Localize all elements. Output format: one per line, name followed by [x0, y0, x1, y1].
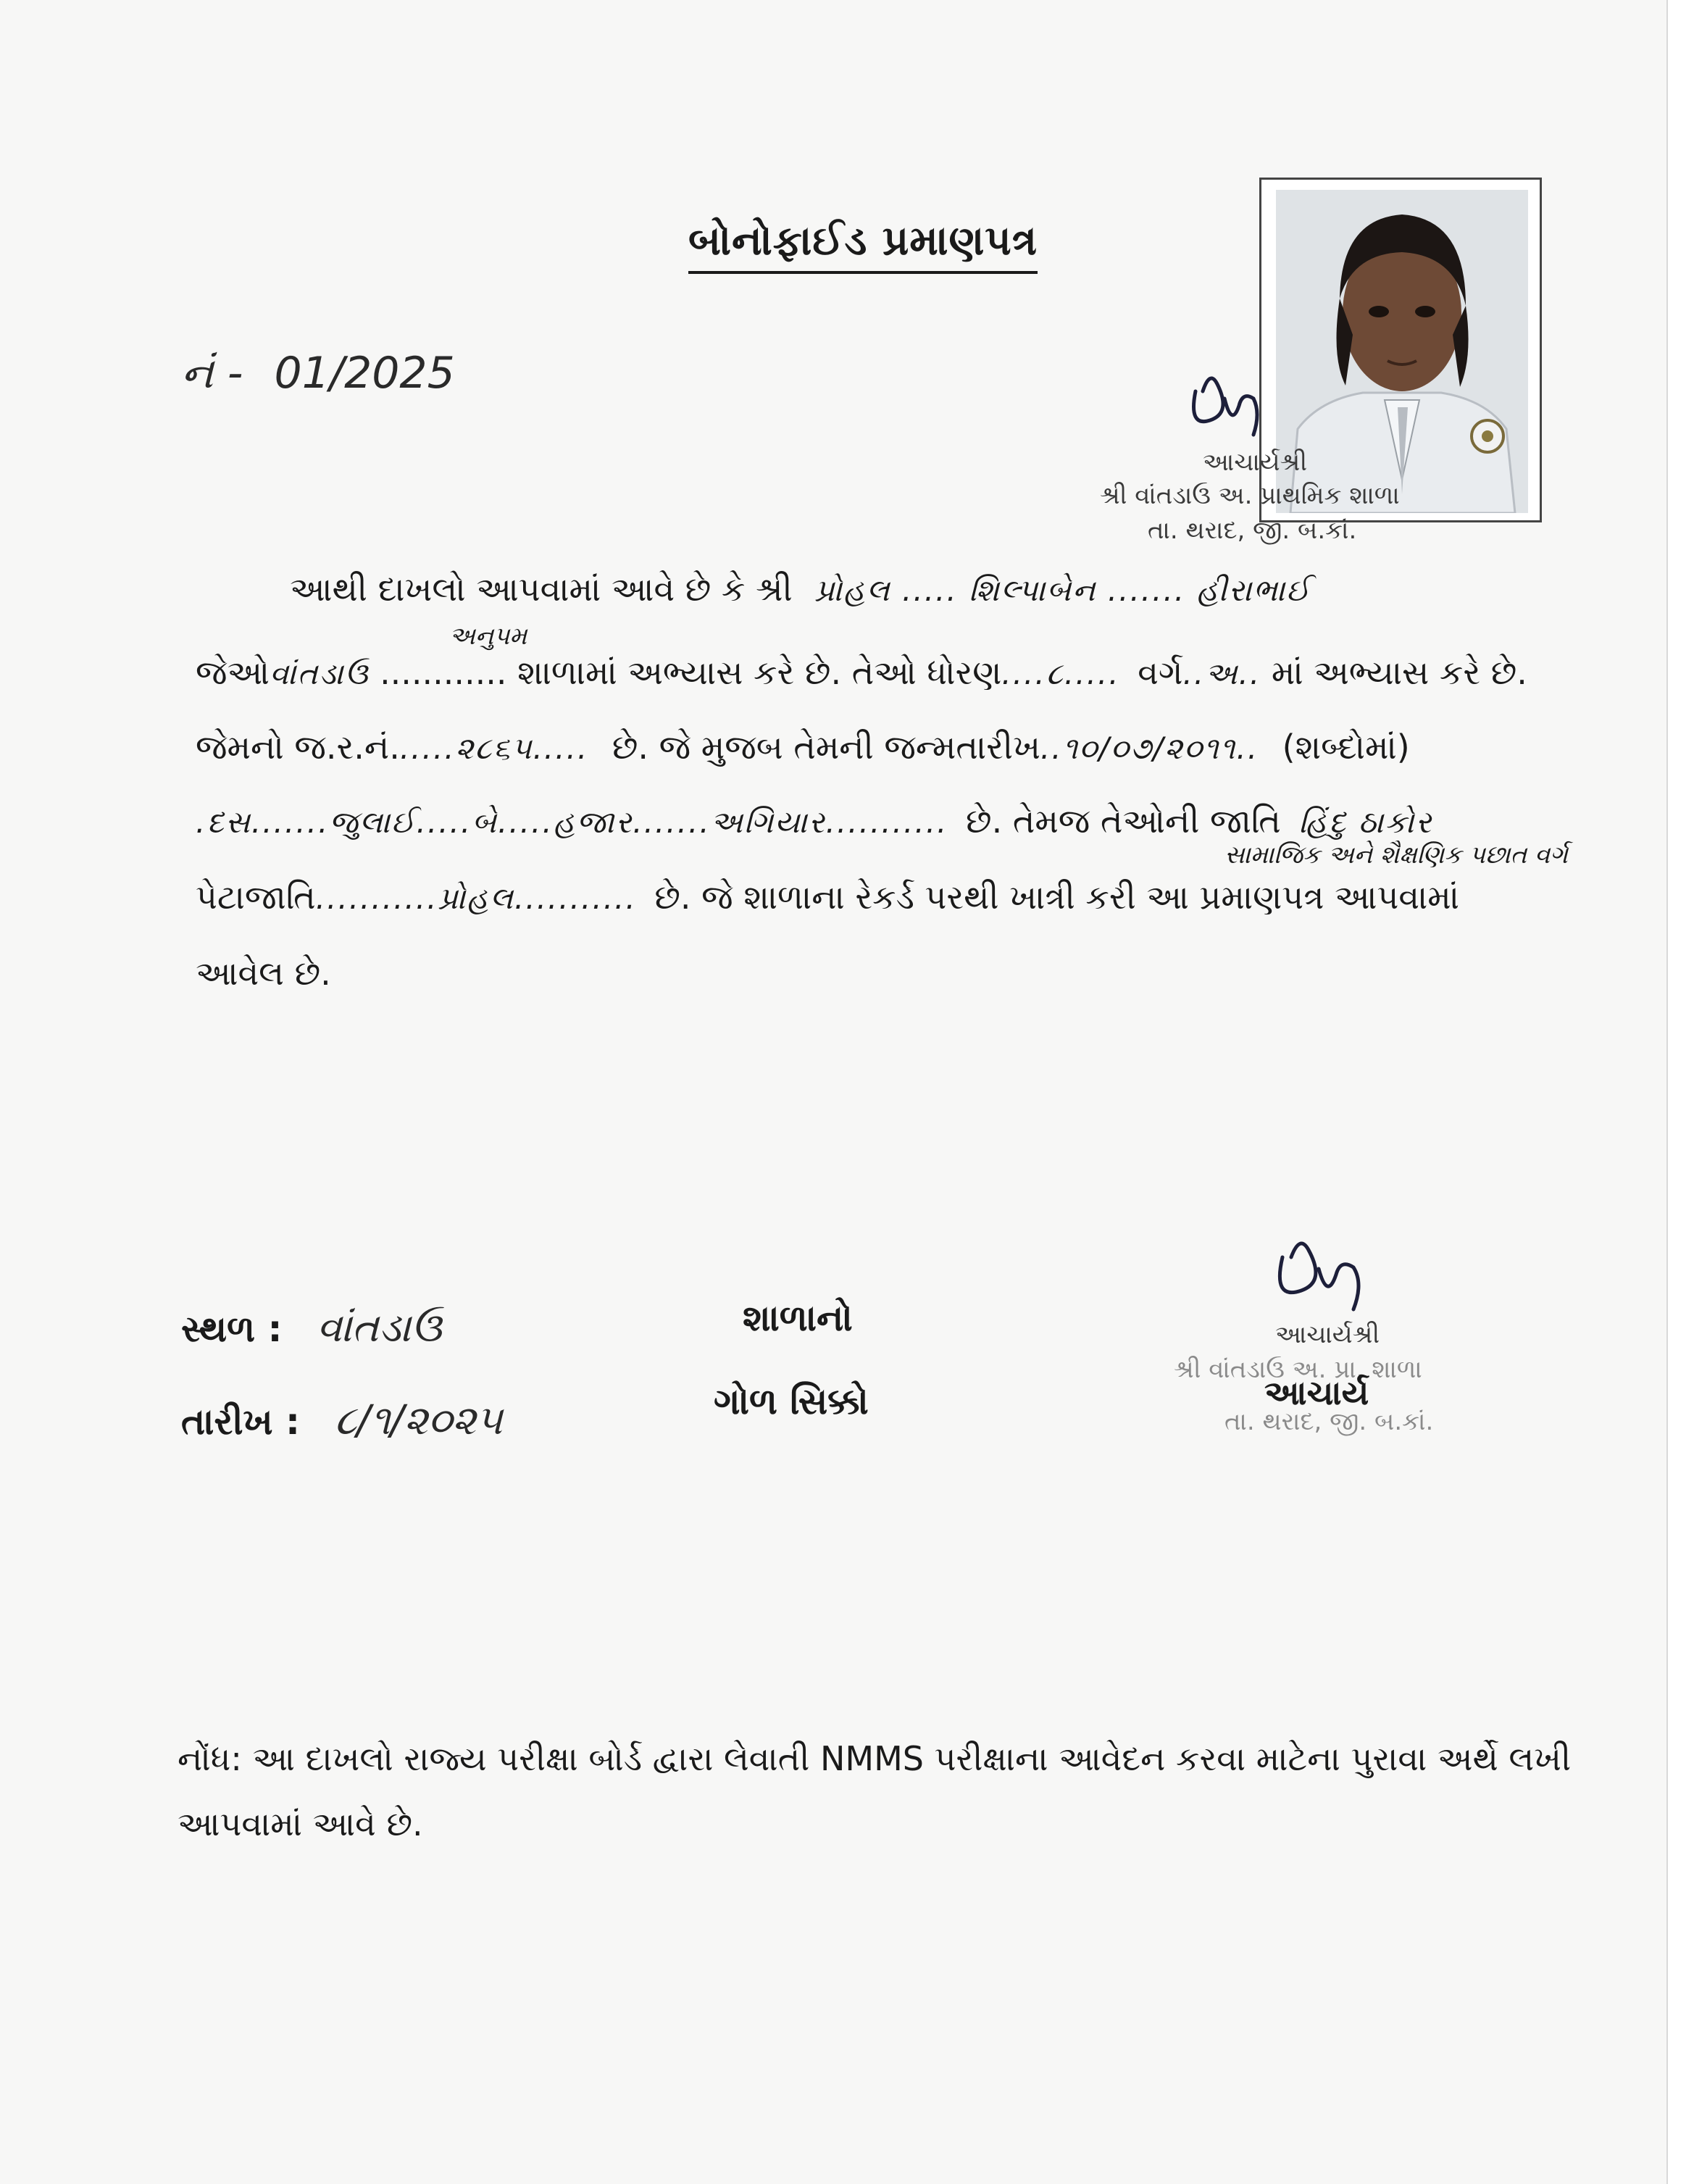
date-value: ૮/૧/૨૦૨૫	[334, 1397, 503, 1444]
school-name-above: અનુપમ	[449, 622, 527, 651]
body-line-3	[196, 728, 1410, 767]
body-line-6: આવેલ છે.	[196, 954, 331, 993]
caste-value: હિંદુ ઠાકોર	[1298, 804, 1433, 840]
date-row	[181, 1397, 503, 1445]
student-portrait	[1276, 190, 1528, 513]
date-label: તારીખ :	[181, 1401, 301, 1443]
bottom-stamp-line3: તા. થરાદ, જી. બ.કાં.	[1224, 1407, 1434, 1436]
note-line-2: આપવામાં આવે છે.	[178, 1804, 423, 1843]
photo-image	[1276, 190, 1528, 513]
line2-post: માં અભ્યાસ કરે છે.	[1271, 653, 1527, 692]
line4-mid: છે. તેમજ તેઓની જાતિ	[966, 801, 1281, 841]
body-line-2	[196, 653, 1527, 692]
student-name: પ્રોહલ ..... શિલ્પાબેન ....... હીરાભાઈ	[814, 572, 1311, 608]
birth-date-words: .દસ.......જુલાઈ.....બે.....હજાર.......અગિયાર...........	[196, 804, 948, 840]
line2-text: જેઓ	[196, 653, 270, 692]
body-line-1	[290, 570, 1311, 609]
place-label: સ્થળ :	[181, 1308, 283, 1350]
top-stamp-line2: શ્રી વાંતડાઉ અ. પ્રાથમિક શાળા	[1100, 481, 1400, 510]
body-line-4	[196, 801, 1433, 841]
line2-mid2: વર્ગ	[1138, 653, 1183, 692]
cert-no-label: નં -	[181, 348, 243, 399]
document-title: બોનોફાઈડ પ્રમાણપત્ર	[688, 217, 1038, 274]
standard-value: ....૮.....	[1001, 656, 1120, 691]
gr-number: .....૨૮૬૫.....	[399, 730, 589, 766]
seal-line-1: શાળાનો	[743, 1297, 853, 1339]
line3-post: (શબ્દોમાં)	[1282, 728, 1410, 767]
line1-text: આથી દાખલો આપવામાં આવે છે કે શ્રી	[290, 570, 793, 609]
line5-text: પેટાજાતિ	[196, 878, 316, 917]
top-stamp-line3: તા. થરાદ, જી. બ.કાં.	[1148, 516, 1357, 545]
cert-no-value: 01/2025	[274, 348, 455, 399]
bottom-stamp-line2: શ્રી વાંતડાઉ અ. પ્રા. શાળા	[1174, 1355, 1422, 1384]
bottom-stamp-line1: આચાર્યશ્રી	[1275, 1320, 1380, 1349]
seal-line-2: ગોળ સિક્કો	[714, 1380, 869, 1422]
principal-label: આચાર્ય	[1264, 1373, 1369, 1412]
body-line-5	[196, 878, 1460, 917]
division-value: ..અ..	[1182, 656, 1261, 691]
principal-signature-bottom	[1268, 1228, 1384, 1315]
subcaste-value: ...........પ્રોહલ...........	[315, 880, 637, 916]
line3-mid: છે. જે મુજબ તેમની જન્મતારીખ	[612, 728, 1040, 767]
top-stamp-line1: આચાર્યશ્રી	[1203, 448, 1308, 477]
birth-date: ..૧૦/૦૭/૨૦૧૧..	[1040, 730, 1259, 766]
place-value: વાંતડાઉ	[316, 1304, 442, 1351]
page-edge	[1666, 0, 1694, 2184]
principal-signature-top	[1181, 362, 1275, 442]
note-line-1: નોંધ: આ દાખલો રાજ્ય પરીક્ષા બોર્ડ દ્વારા લેવાતી NMMS પરીક્ષાના આવેદન કરવા માટેના પુરાવા અર્થે લખી	[178, 1739, 1572, 1778]
school-name: વાંતડાઉ	[270, 656, 370, 691]
line5-post: છે. જે શાળાના રેકર્ડ પરથી ખાત્રી કરી આ પ્રમાણપત્ર આપવામાં	[654, 878, 1460, 917]
line2-mid: ............ શાળામાં અભ્યાસ કરે છે. તેઓ ધોરણ	[380, 653, 1002, 692]
caste-category-above: સામાજિક અને શૈક્ષણિક પછાત વર્ગ	[1224, 841, 1568, 870]
certificate-number	[181, 348, 455, 399]
place-row	[181, 1304, 441, 1352]
line3-text: જેમનો જ.ર.નં.	[196, 728, 400, 767]
